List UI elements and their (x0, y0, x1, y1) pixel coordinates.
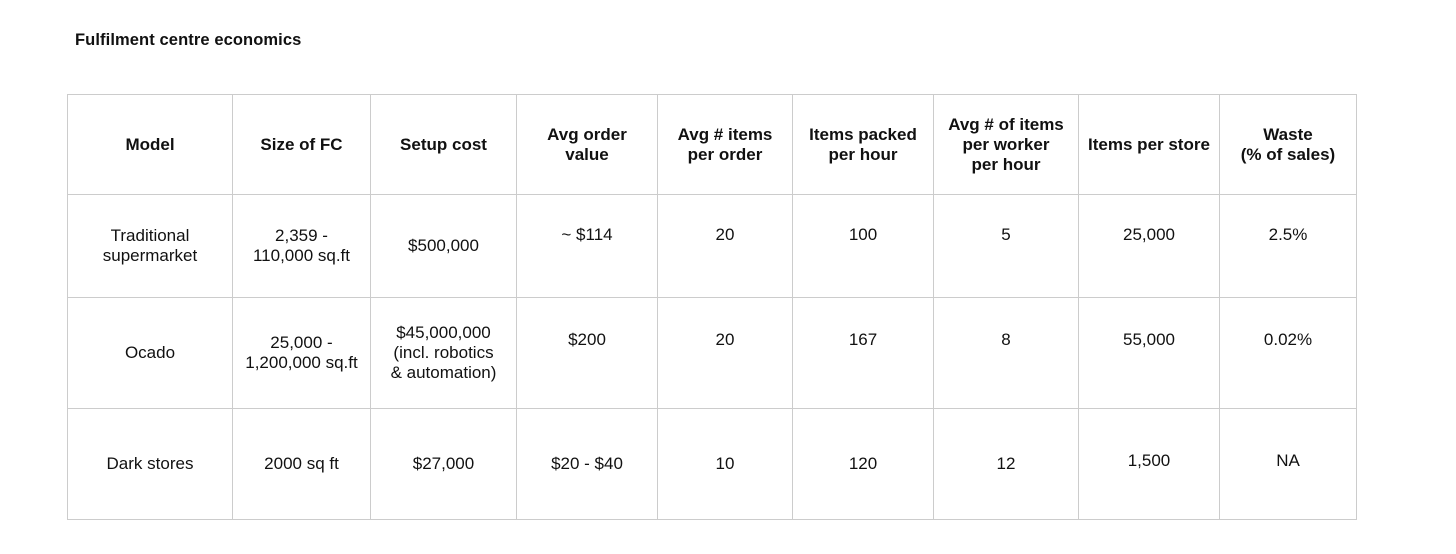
cell-avg-items-per-order: 10 (658, 409, 793, 520)
cell-avg-items-per-order: 20 (658, 195, 793, 298)
cell-model: Dark stores (68, 409, 233, 520)
table-row (68, 409, 1357, 520)
fulfilment-economics-table (67, 94, 1357, 520)
cell-items-per-store: 55,000 (1079, 298, 1220, 409)
cell-items-packed-per-hour: 167 (793, 298, 934, 409)
cell-model: Ocado (68, 298, 233, 409)
header-avg-order-value: Avg order value (517, 95, 658, 195)
cell-model: Traditional supermarket (68, 195, 233, 298)
cell-items-per-worker-per-hour: 8 (934, 298, 1079, 409)
cell-items-per-store: 25,000 (1079, 195, 1220, 298)
cell-size-of-fc: 2000 sq ft (233, 409, 371, 520)
header-size-of-fc: Size of FC (233, 95, 371, 195)
header-row (68, 95, 1357, 195)
cell-avg-order-value: $20 - $40 (517, 409, 658, 520)
header-model: Model (68, 95, 233, 195)
cell-avg-items-per-order: 20 (658, 298, 793, 409)
cell-setup-cost: $27,000 (371, 409, 517, 520)
table-row (68, 195, 1357, 298)
page-title: Fulfilment centre economics (75, 31, 302, 49)
cell-items-packed-per-hour: 120 (793, 409, 934, 520)
header-setup-cost: Setup cost (371, 95, 517, 195)
cell-items-per-store: 1,500 (1079, 409, 1220, 520)
cell-avg-order-value: $200 (517, 298, 658, 409)
cell-setup-cost: $500,000 (371, 195, 517, 298)
header-avg-items-per-order: Avg # items per order (658, 95, 793, 195)
cell-waste: 2.5% (1220, 195, 1357, 298)
table-row (68, 298, 1357, 409)
cell-waste: NA (1220, 409, 1357, 520)
cell-setup-cost: $45,000,000 (incl. robotics & automation) (371, 298, 517, 409)
cell-items-per-worker-per-hour: 5 (934, 195, 1079, 298)
header-waste: Waste (% of sales) (1220, 95, 1357, 195)
header-items-per-worker-per-hour: Avg # of items per worker per hour (934, 95, 1079, 195)
cell-waste: 0.02% (1220, 298, 1357, 409)
cell-avg-order-value: ~ $114 (517, 195, 658, 298)
cell-items-packed-per-hour: 100 (793, 195, 934, 298)
cell-size-of-fc: 25,000 - 1,200,000 sq.ft (233, 298, 371, 409)
header-items-per-store: Items per store (1079, 95, 1220, 195)
cell-items-per-worker-per-hour: 12 (934, 409, 1079, 520)
header-items-packed-per-hour: Items packed per hour (793, 95, 934, 195)
cell-size-of-fc: 2,359 - 110,000 sq.ft (233, 195, 371, 298)
